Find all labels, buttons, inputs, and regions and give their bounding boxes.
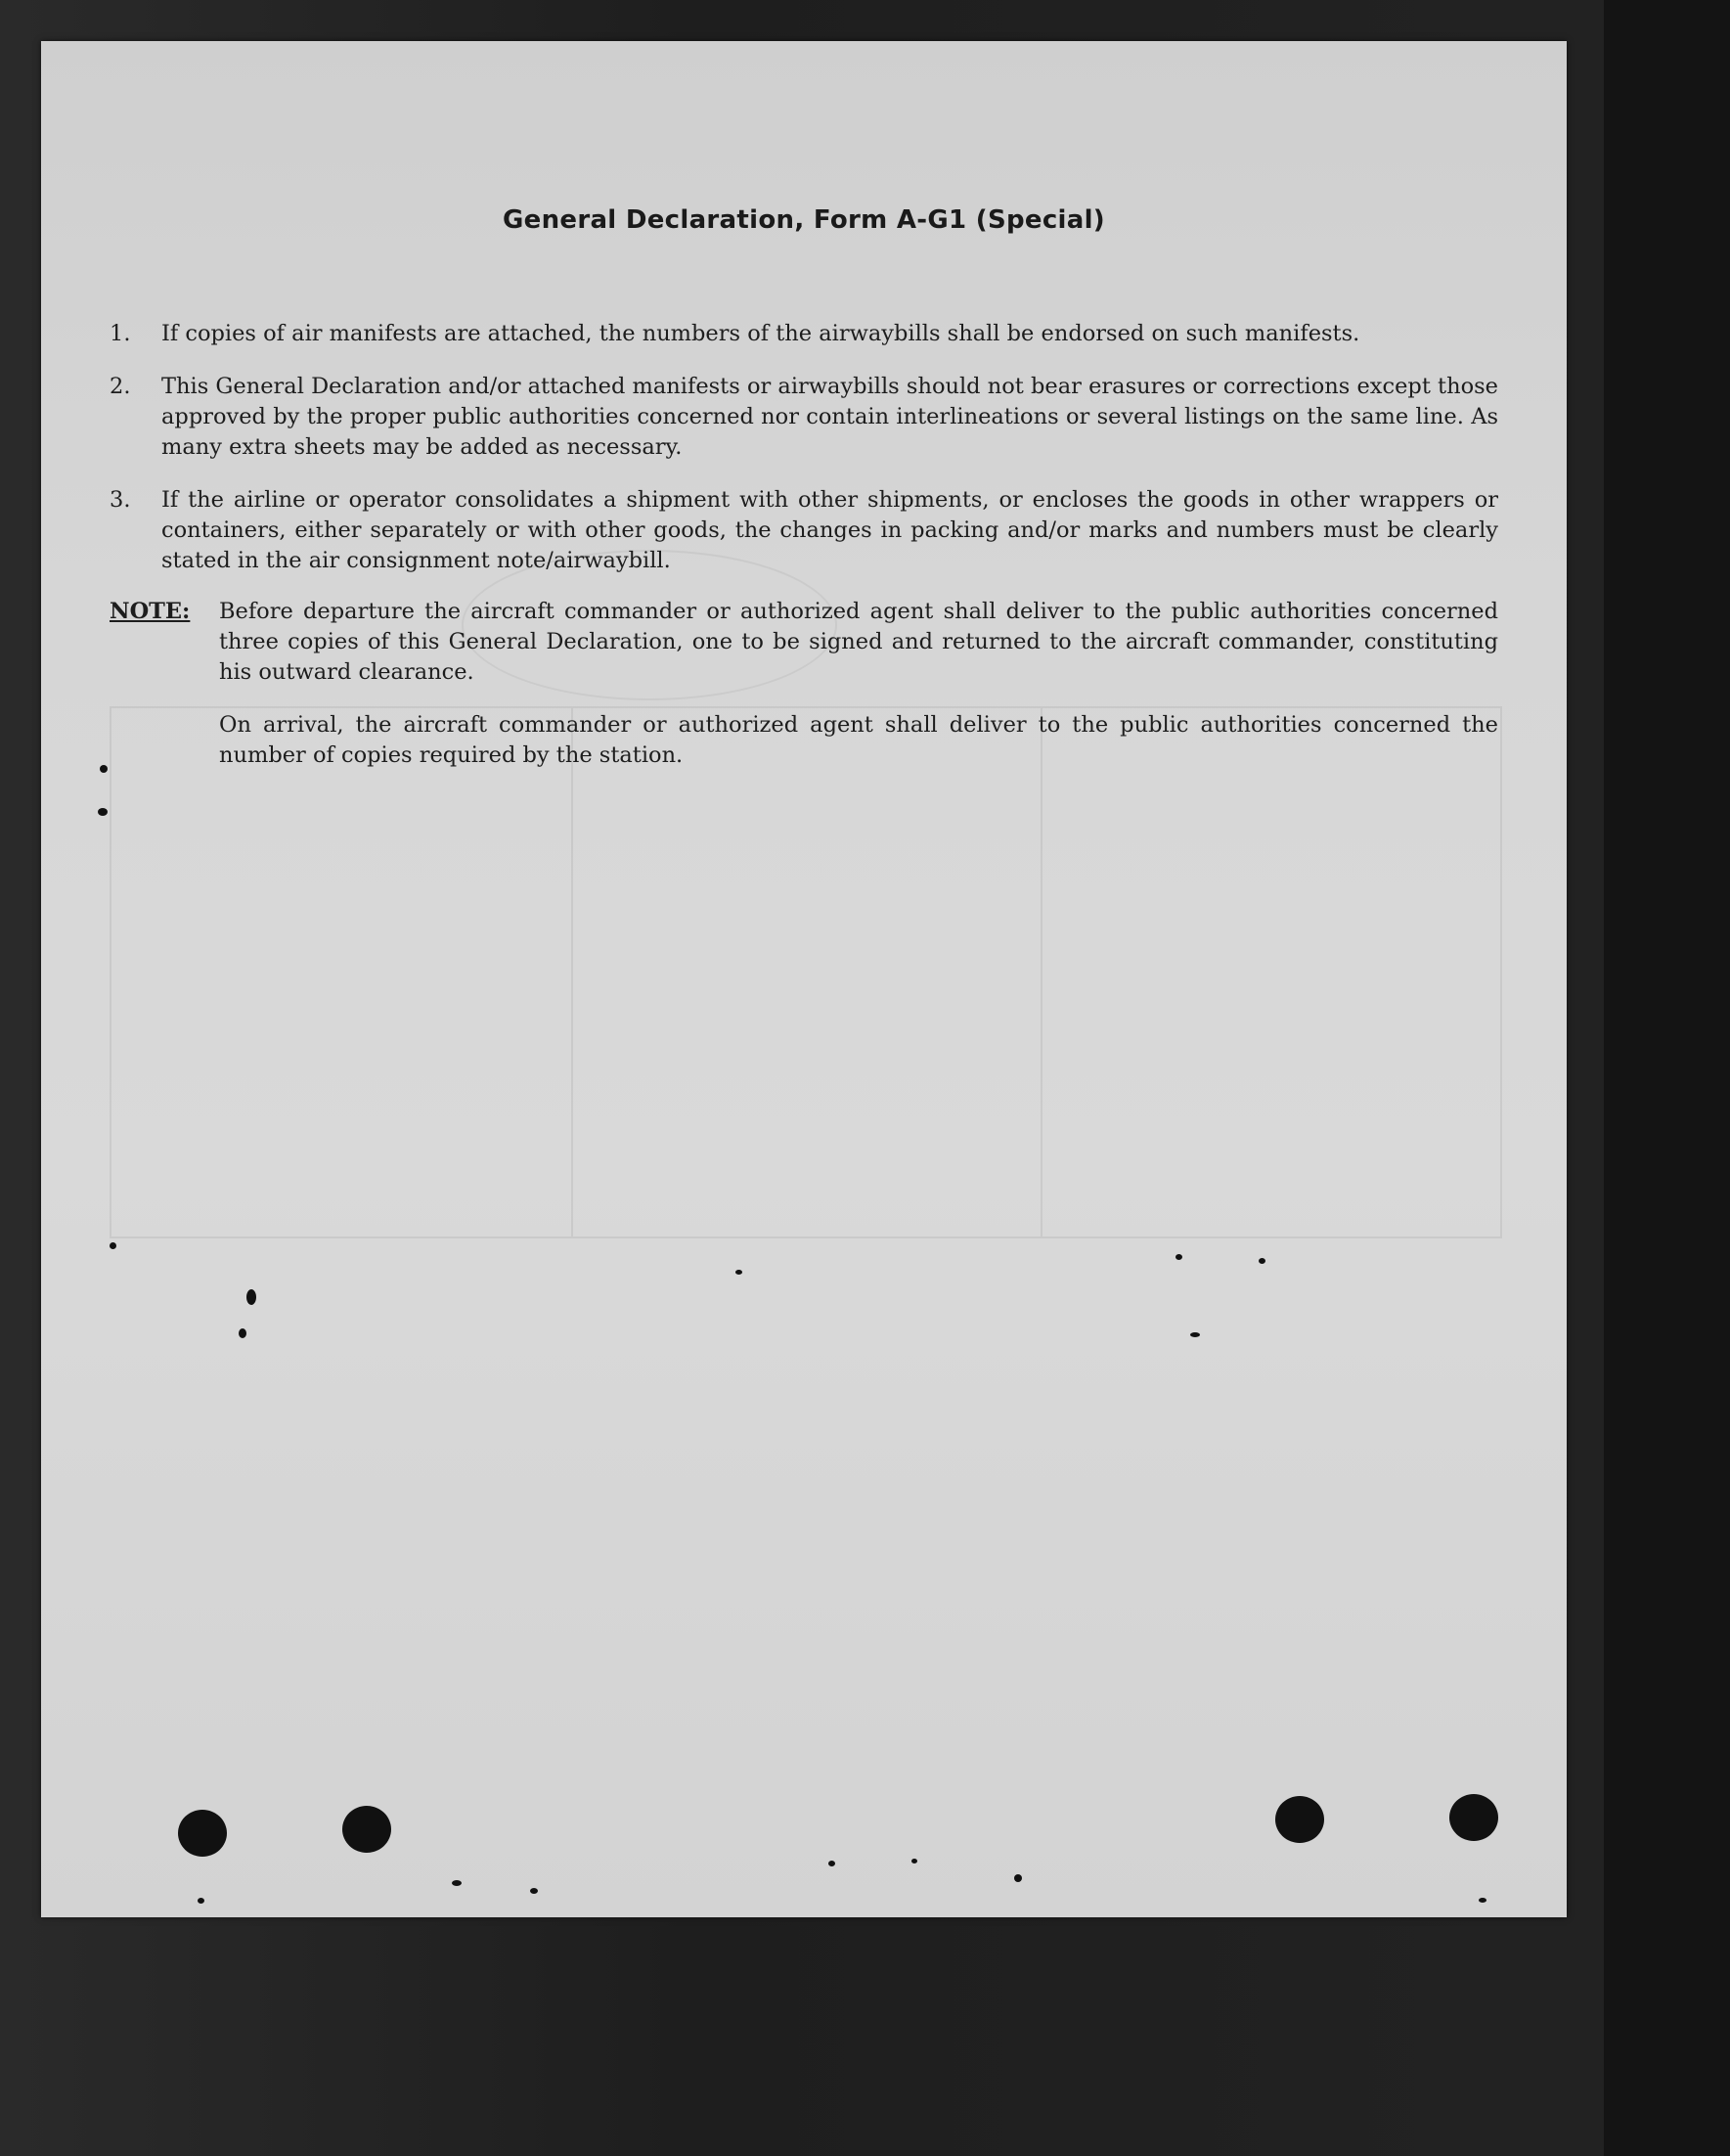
scan-speck <box>198 1898 204 1904</box>
scan-edge-strip <box>1604 0 1730 2156</box>
scan-speck <box>911 1859 917 1864</box>
bleed-through-column-line <box>571 708 573 1236</box>
scan-speck <box>828 1861 835 1866</box>
note-paragraph: Before departure the aircraft commander or authorized agent shall deliver to the public authorities concerned three copies of this General Declaration, one to be signed and returned to the aircraft commander, constituting his outward clearance. <box>219 599 1498 685</box>
note-paragraph: On arrival, the aircraft commander or authorized agent shall deliver to the public authorities concerned the number of copies required by the station. <box>219 712 1498 768</box>
scan-speck <box>239 1328 246 1338</box>
punch-hole <box>1275 1796 1324 1843</box>
scan-speck <box>100 765 108 773</box>
item-number: 1. <box>110 321 131 346</box>
scan-speck <box>98 808 108 816</box>
punch-hole <box>178 1810 227 1857</box>
bleed-through-column-line <box>1041 708 1042 1236</box>
page-title: General Declaration, Form A-G1 (Special) <box>503 205 1105 235</box>
instruction-item <box>110 319 1498 349</box>
note-label: NOTE: <box>110 599 191 624</box>
item-number: 3. <box>110 487 131 513</box>
scan-speck <box>1014 1874 1022 1882</box>
note-block <box>110 597 1498 688</box>
item-number: 2. <box>110 374 131 399</box>
scan-speck <box>1176 1254 1182 1260</box>
item-text: This General Declaration and/or attached manifests or airwaybills should not bear erasures or corrections except those approved by the proper public authorities concerned nor contain interlineations or several listings on the same line. As many extra sheets may be added as necessary. <box>161 374 1498 460</box>
item-text: If the airline or operator consolidates a shipment with other shipments, or encloses the goods in other wrappers or containers, either separately or with other goods, the changes in packing and/or marks and numbers must be clearly stated in the air consignment note/airwaybill. <box>161 487 1498 573</box>
scan-speck <box>246 1289 256 1305</box>
document-page <box>41 41 1567 1917</box>
punch-hole <box>1449 1794 1498 1841</box>
instruction-item <box>110 372 1498 463</box>
scan-speck <box>530 1888 538 1894</box>
scan-speck <box>735 1270 742 1275</box>
scan-speck <box>1479 1898 1486 1903</box>
note-block-continued <box>110 710 1498 771</box>
scan-speck <box>1259 1258 1265 1264</box>
scan-speck <box>110 1242 116 1249</box>
bleed-through-table <box>110 706 1502 1238</box>
scan-speck <box>452 1880 462 1886</box>
instruction-item <box>110 485 1498 576</box>
punch-hole <box>342 1806 391 1853</box>
scan-speck <box>1190 1332 1200 1337</box>
item-text: If copies of air manifests are attached, the numbers of the airwaybills shall be endorsed on such manifests. <box>161 321 1360 346</box>
